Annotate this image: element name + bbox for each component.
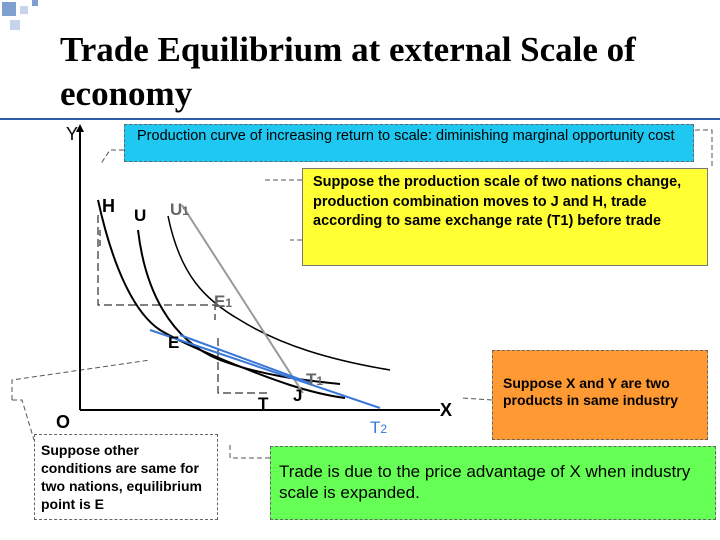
connector-line: [230, 445, 270, 458]
curve-u-label: U: [134, 206, 147, 225]
page-title: Trade Equilibrium at external Scale of economy: [60, 30, 636, 113]
connector-line: [462, 398, 492, 400]
connector-line: [100, 150, 124, 165]
scale-change-note: Suppose the production scale of two nations change, production combination moves to J and H, trade according to same exchange rate (T1) before trade: [302, 168, 708, 266]
trade-line-t1: [182, 205, 303, 393]
point-e1-letter: E: [214, 292, 226, 311]
line-t2-letter: T: [370, 418, 381, 437]
point-e-label: E: [168, 333, 180, 352]
point-h-label: H: [102, 196, 115, 216]
line-t2-subscript: 2: [380, 422, 388, 436]
line-t1-letter: T: [306, 370, 317, 389]
trade-line-t-e: [180, 335, 310, 383]
other-conditions-note: Suppose other conditions are same for two nations, equilibrium point is E: [34, 434, 218, 520]
line-t1-subscript: 1: [316, 374, 324, 388]
products-note: Suppose X and Y are two products in same industry: [492, 350, 708, 440]
point-t-label: T: [258, 394, 269, 413]
connector-line: [695, 130, 712, 168]
origin-label: O: [56, 412, 71, 432]
connector-line: [12, 400, 34, 440]
curve-u1-letter: U: [170, 200, 183, 219]
point-j-label: J: [293, 386, 303, 405]
point-e1-label: [214, 292, 232, 312]
y-axis-label: Y: [66, 124, 79, 144]
line-t1-label: [306, 370, 323, 390]
production-curve-note: Production curve of increasing return to scale: diminishing marginal opportunity cost: [124, 124, 694, 162]
line-t2-label: [370, 418, 387, 438]
point-e1-subscript: 1: [225, 296, 233, 310]
trade-cause-note: Trade is due to the price advantage of X when industry scale is expanded.: [270, 446, 716, 520]
curve-u1-subscript: 1: [182, 204, 189, 218]
curve-u1-label: [170, 200, 189, 220]
x-axis-label: X: [440, 400, 453, 420]
